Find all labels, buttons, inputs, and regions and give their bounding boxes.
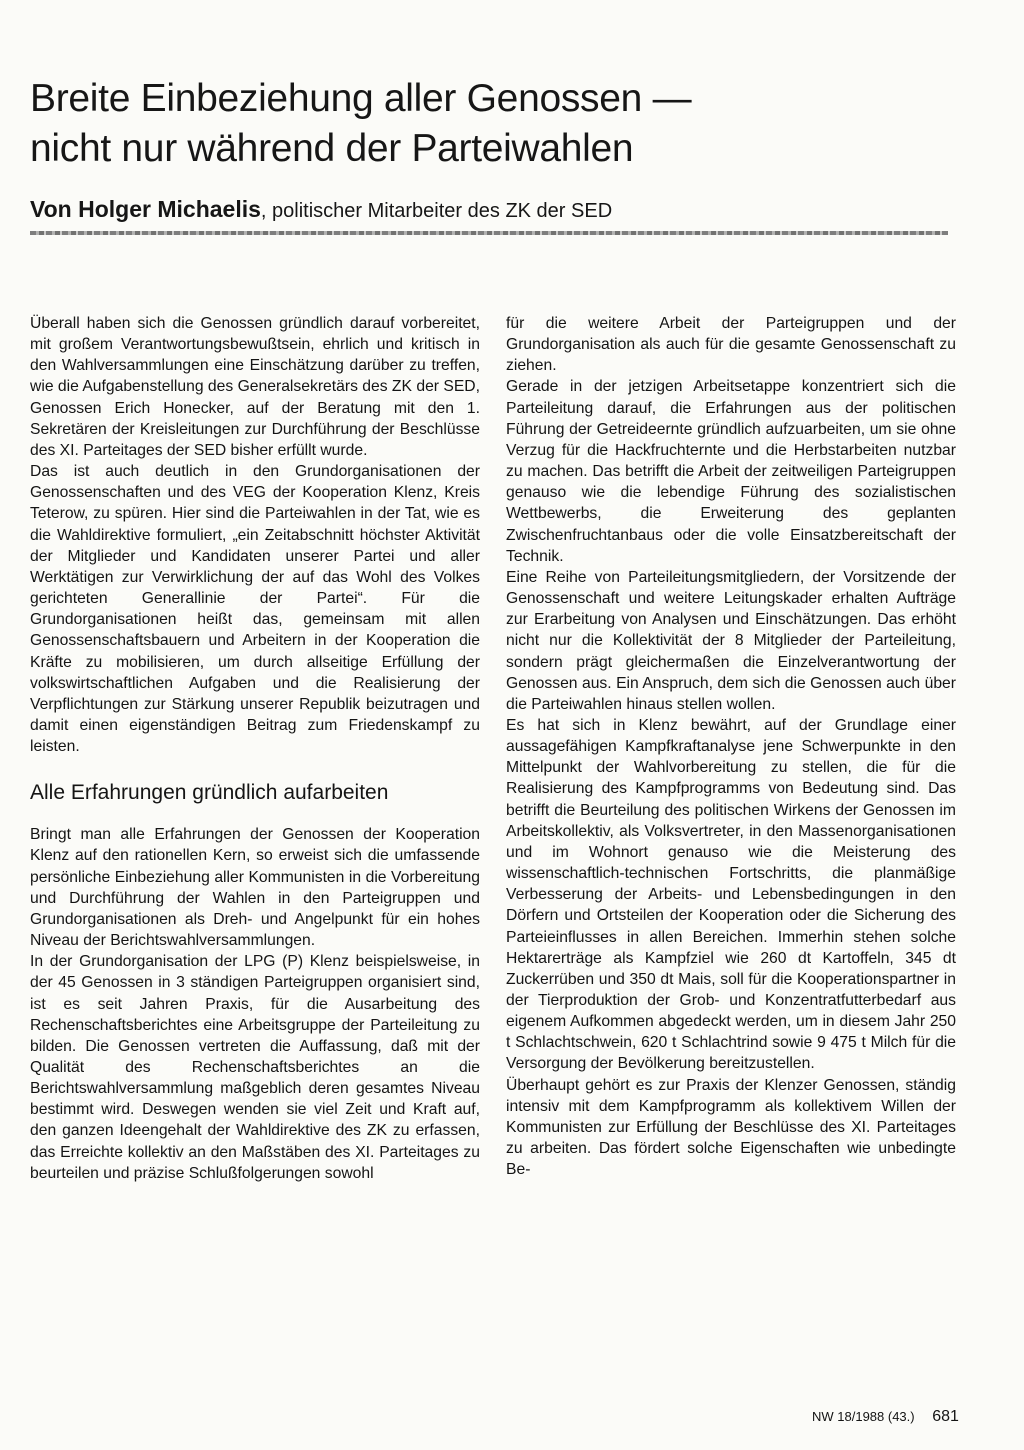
- issue-reference: NW 18/1988 (43.): [812, 1409, 915, 1424]
- byline: [30, 196, 950, 224]
- left-column: [30, 313, 480, 1184]
- author-name: Holger Michaelis: [78, 196, 261, 222]
- paragraph: Überhaupt gehört es zur Praxis der Klenzer Genossen, ständig intensiv mit dem Kampfprogramm als kollektivem Willen der Kommunisten zur Erfüllung der Beschlüsse des XI. Parteitages zu arbeiten. Das fördert solche Eigenschaften wie unbedingte Be-: [506, 1076, 956, 1179]
- paragraph: Eine Reihe von Parteileitungsmitgliedern, der Vorsitzende der Genossenschaft und weitere Leitungskader erhalten Aufträge zur Erarbeitung von Analysen und Einschätzungen. Das erhöht nicht nur die Kollektivität der 8 Mitglieder der Parteileitung, sondern prägt gleichermaßen die Einzelverantwortung der Genossen aus. Ein Anspruch, dem sich die Genossen auch über die Parteiwahlen hinaus stellen wollen.: [506, 568, 956, 713]
- section-heading: Alle Erfahrungen gründlich aufarbeiten: [30, 781, 389, 805]
- article-title-line-1: Breite Einbeziehung aller Genossen —: [30, 77, 692, 120]
- page-number: 681: [932, 1408, 959, 1425]
- page-footer: [812, 1408, 959, 1426]
- right-column: [506, 313, 956, 1180]
- paragraph: Das ist auch deutlich in den Grundorganisationen der Genossenschaften und des VEG der Kooperation Klenz, Kreis Teterow, zu spüren. Hier sind die Parteiwahlen in der Tat, wie es die Wahldirektive formuliert, „ein Zeitabschnitt höchster Aktivität der Mitglieder und Kandidaten unserer Partei und aller Werktätigen zur Verwirklichung der auf das Wohl des Volkes gerichteten Generallinie der Partei“. Für die Grundorganisationen heißt das, gemeinsam mit allen Genossenschaftsbauern und Arbeitern in der Kooperation die Kräfte zu mobilisieren, um durch allseitige Erfüllung der volkswirtschaftlichen Aufgaben und die Realisierung der Verpflichtungen zur Stärkung unserer Republik beizutragen und damit einen eigenständigen Beitrag zum Friedenskampf zu leisten.: [30, 463, 480, 756]
- article-title-line-2: nicht nur während der Parteiwahlen: [30, 127, 634, 170]
- title-divider: [30, 231, 948, 235]
- paragraph: für die weitere Arbeit der Parteigruppen und der Grundorganisation als auch für die gesamte Genossenschaft zu ziehen.: [506, 315, 956, 375]
- byline-prefix: Von: [30, 196, 79, 222]
- author-role: , politischer Mitarbeiter des ZK der SED: [260, 200, 613, 222]
- paragraph: Bringt man alle Erfahrungen der Genossen der Kooperation Klenz auf den rationellen Kern, so erweist sich die umfassende persönliche Einbeziehung aller Kommunisten in die Vorbereitung und Durchführung der Wahlen in den Parteigruppen und Grundorganisationen als Dreh- und Angelpunkt für ein hohes Niveau der Berichtswahlversammlungen.: [30, 826, 480, 950]
- paragraph: In der Grundorganisation der LPG (P) Klenz beispielsweise, in der 45 Genossen in 3 ständigen Parteigruppen organisiert sind, ist es seit Jahren Praxis, für die Ausarbeitung des Rechenschaftsberichtes eine Arbeitsgruppe der Parteileitung zu bilden. Die Genossen vertreten die Auffassung, daß mit der Qualität des Rechenschaftsberichtes an die Berichtswahlversammlung maßgeblich deren gesamtes Niveau bestimmt wird. Deswegen wenden sie viel Zeit und Kraft auf, den ganzen Ideengehalt der Wahldirektive des ZK zu erfassen, das Erreichte kollektiv an den Maßstäben des XI. Parteitages zu beurteilen und präzise Schlußfolgerungen sowohl: [30, 953, 480, 1182]
- paragraph: Überall haben sich die Genossen gründlich darauf vorbereitet, mit großem Verantwortungsbewußtsein, ehrlich und kritisch in den Wahlversammlungen eine Einschätzung darüber zu treffen, wie die Aufgabenstellung des Generalsekretärs des ZK der SED, Genossen Erich Honecker, auf der Beratung mit den 1. Sekretären der Kreisleitungen zur Durchführung der Beschlüsse des XI. Parteitages der SED bisher erfüllt wurde.: [30, 315, 480, 459]
- paragraph: Es hat sich in Klenz bewährt, auf der Grundlage einer aussagefähigen Kampfkraftanalyse jene Schwerpunkte in den Mittelpunkt der Wahlvorbereitung zu stellen, die für die Realisierung des Kampfprogramms von Bedeutung sind. Das betrifft die Beurteilung des politischen Wirkens der Genossen im Arbeitskollektiv, als Volksvertreter, in den Massenorganisationen und im Wohnort genauso wie die Meisterung des wissenschaftlich-technischen Fortschritts, die planmäßige Verbesserung der Arbeits- und Lebensbedingungen in den Dörfern und Ortsteilen der Kooperation oder die Sicherung des Parteieinflusses in allen Bereichen. Immerhin stehen solche Hektarerträge als Kampfziel wie 260 dt Kartoffeln, 345 dt Zuckerrüben und 350 dt Mais, soll für die Kooperationspartner in der Tierproduktion der Grob- und Konzentratfutterbedarf aus eigenem Aufkommen abgedeckt werden, um in diesem Jahr 250 t Schlachtschwein, 620 t Schlachtrind sowie 9 475 t Milch für die Versorgung der Bevölkerung bereitzustellen.: [506, 716, 956, 1073]
- article-title: [30, 74, 930, 174]
- paragraph: Gerade in der jetzigen Arbeitsetappe konzentriert sich die Parteileitung darauf, die Erfahrungen aus der politischen Führung der Getreideernte gründlich aufzuarbeiten, um sie ohne Verzug für die Hackfruchternte und die Herbstarbeiten nutzbar zu machen. Das betrifft die Arbeit der zeitweiligen Parteigruppen genauso wie die lebendige Führung des sozialistischen Wettbewerbs, die Erweiterung des geplanten Zwischenfruchtanbaus oder die volle Einsatzbereitschaft der Technik.: [506, 378, 956, 565]
